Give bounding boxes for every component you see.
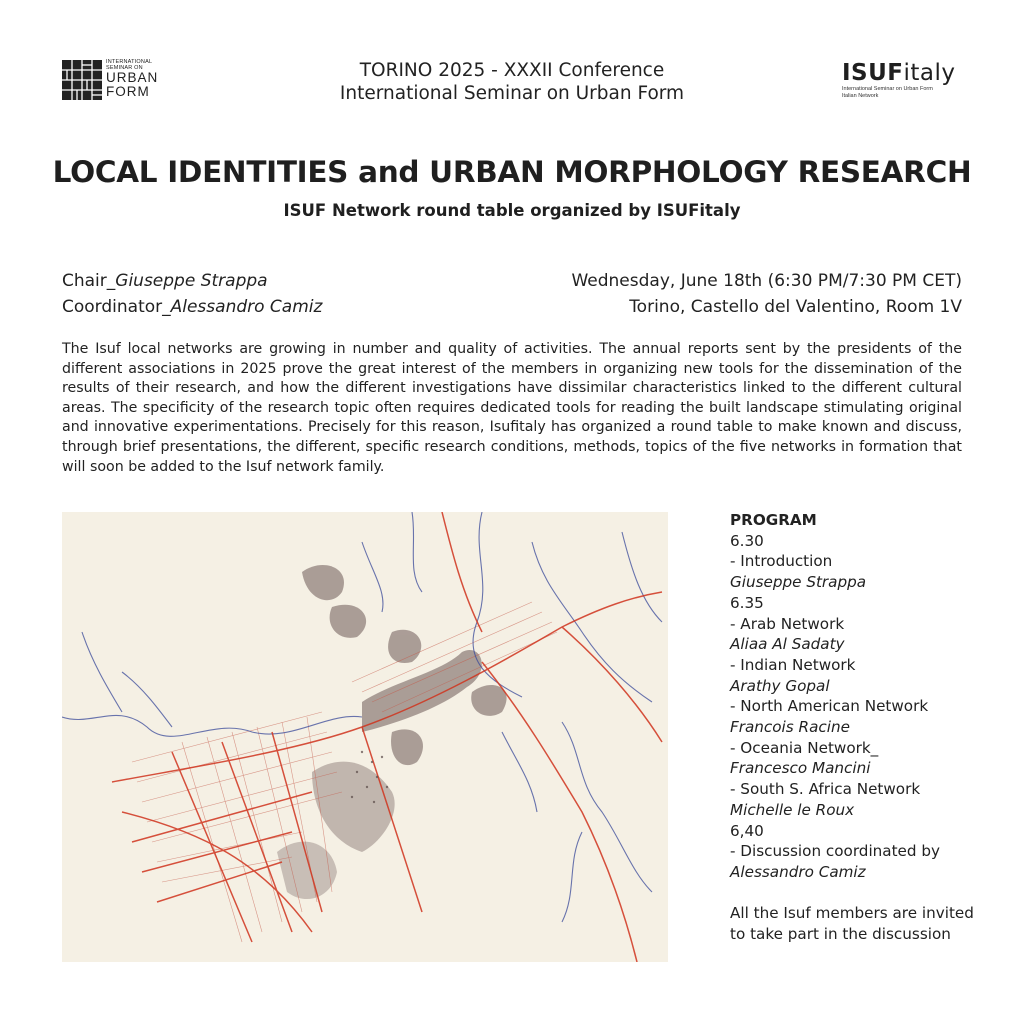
program-speaker: Francois Racine bbox=[730, 718, 850, 737]
program-time: 6.35 bbox=[730, 593, 764, 612]
logo-line-2: SEMINAR ON bbox=[106, 64, 143, 71]
event-details bbox=[571, 268, 962, 320]
intro-paragraph: The Isuf local networks are growing in number and quality of activities. The annual reports sent by the presidents of the different associations in 2025 prove the great interest of the members in organizing new tools for the dissemination of the results of their research, and how the different investigations have dissimilar characteristics linked to the different cultural areas. The specificity of the research topic often requires dedicated tools for reading the built landscape stimulating original and innovative experimentations. Precisely for this reason, Isufitaly has organized a round table to make known and discuss, through brief presentations, the different, specific research conditions, methods, topics of the five networks in formation that will soon be added to the Isuf network family. bbox=[62, 341, 962, 475]
logo-line-3: URBAN bbox=[106, 70, 159, 85]
chair-label: Chair_ bbox=[62, 271, 116, 291]
brand-light: italy bbox=[903, 60, 956, 86]
isufitaly-logo bbox=[842, 60, 972, 104]
program-speaker: Giuseppe Strappa bbox=[730, 573, 867, 592]
hill-shading bbox=[277, 565, 507, 899]
logo-line-4: FORM bbox=[106, 84, 150, 99]
page-title: LOCAL IDENTITIES and URBAN MORPHOLOGY RESEARCH bbox=[52, 155, 972, 189]
coordinator-line bbox=[62, 294, 322, 320]
page-subtitle: ISUF Network round table organized by ISUFitaly bbox=[283, 201, 741, 220]
isuf-grid-logo-icon bbox=[62, 60, 102, 100]
program-item: - South S. Africa Network bbox=[730, 780, 921, 799]
program-item: - Oceania Network_ bbox=[730, 738, 879, 757]
program-speaker: Alessandro Camiz bbox=[730, 862, 866, 881]
event-place: Torino, Castello del Valentino, Room 1V bbox=[629, 297, 962, 317]
event-date: Wednesday, June 18th (6:30 PM/7:30 PM CET) bbox=[571, 271, 962, 291]
brand-sub-1: International Seminar on Urban Form bbox=[842, 86, 933, 92]
conference-line-2: International Seminar on Urban Form bbox=[339, 83, 685, 104]
program-speaker: Francesco Mancini bbox=[730, 759, 871, 778]
program-time: 6,40 bbox=[730, 821, 764, 840]
program-speaker: Michelle le Roux bbox=[730, 800, 855, 819]
chair-name: Giuseppe Strappa bbox=[115, 271, 268, 291]
program-item: - North American Network bbox=[730, 697, 929, 716]
isuf-logo-text bbox=[106, 60, 158, 99]
program-list bbox=[730, 510, 990, 945]
conference-line-1: TORINO 2025 - XXXII Conference bbox=[359, 60, 665, 81]
isuf-logo bbox=[62, 60, 182, 104]
coordinator-name: Alessandro Camiz bbox=[170, 297, 323, 317]
map-drawing bbox=[62, 512, 668, 962]
program-item: - Introduction bbox=[730, 552, 833, 571]
program-closing-note: All the Isuf members are invited to take part in the discussion bbox=[730, 904, 974, 944]
brand-bold: ISUF bbox=[842, 60, 904, 86]
brand-sub-2: Italian Network bbox=[842, 93, 879, 99]
program-item: - Discussion coordinated by bbox=[730, 842, 940, 861]
street-network bbox=[112, 512, 662, 962]
chair-block bbox=[62, 268, 322, 320]
isufitaly-brand bbox=[842, 60, 972, 86]
program-heading: PROGRAM bbox=[730, 511, 817, 529]
coordinator-label: Coordinator_ bbox=[62, 297, 171, 317]
river-network bbox=[62, 512, 662, 922]
program-speaker: Aliaa Al Sadaty bbox=[730, 635, 845, 654]
program-time: 6.30 bbox=[730, 531, 764, 550]
urban-morphology-map-image bbox=[62, 512, 668, 962]
chair-line bbox=[62, 268, 322, 294]
program-item: - Arab Network bbox=[730, 614, 845, 633]
program-speaker: Arathy Gopal bbox=[730, 676, 830, 695]
conference-title bbox=[300, 59, 724, 105]
logo-line-1: INTERNATIONAL bbox=[106, 59, 153, 65]
program-spacer bbox=[730, 883, 990, 904]
program-item: - Indian Network bbox=[730, 655, 856, 674]
